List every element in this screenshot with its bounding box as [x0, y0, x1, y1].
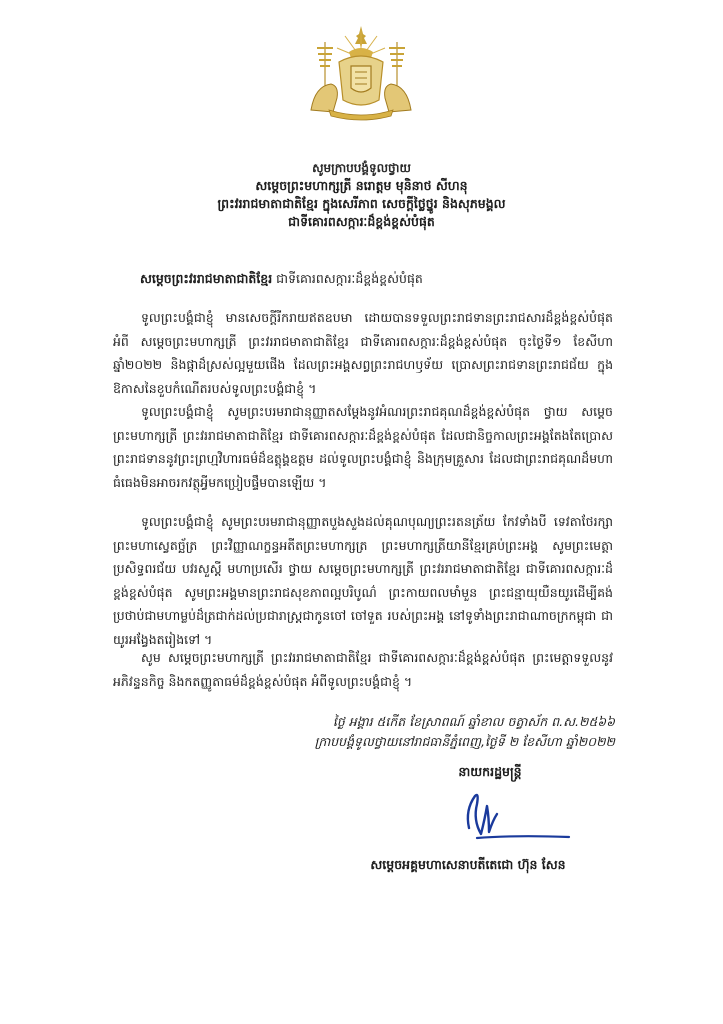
- salutation-honorific: ជាទីគោរពសក្ការៈដ៏ខ្ពង់ខ្ពស់បំផុត: [272, 271, 423, 286]
- paragraph-4: សូម សម្តេចព្រះមហាក្សត្រី ព្រះវររាជមាតាជាតិខ្មែរ ជាទីគោរពសក្ការៈដ៏ខ្ពង់ខ្ពស់បំផុត ព្រះមេត្តាទទួលនូវអភិវន្ទនកិច្ច និងកតញ្ញូតាធម៌ដ៏ខ្ពង់ខ្ពស់បំផុត អំពីទូលព្រះបង្គំជាខ្ញុំ ។: [113, 650, 613, 689]
- paragraph-1: ទូលព្រះបង្គំជាខ្ញុំ មានសេចក្តីរីករាយឥតឧបមា ដោយបានទទួលព្រះរាជទានព្រះរាជសារដ៏ខ្ពង់ខ្ពស់បំផុត អំពី សម្តេចព្រះមហាក្សត្រី ព្រះវររាជមាតាជាតិខ្មែរ ជាទីគោរពសក្ការៈដ៏ខ្ពង់ខ្ពស់បំផុត ចុះថ្ងៃទី១ ខែសីហា ឆ្នាំ២០២២ និងផ្កាដ៏ស្រស់ល្អមួយផើង ដែលព្រះអង្គសព្វព្រះរាជហឫទ័យ ប្រោសព្រះរាជទានព្រះរាជជ័យ ក្នុងឱកាសនៃខួបកំណើតរបស់ទូលព្រះបង្គំជាខ្ញុំ ។: [113, 310, 613, 396]
- sender-name: សម្តេចអគ្គមហាសេនាបតីតេជោ ហ៊ុន សែន: [370, 857, 566, 872]
- salutation: [140, 271, 620, 290]
- addressee-name: សម្តេចព្រះមហាក្សត្រី នរោត្តម មុនិនាថ សីហនុ: [255, 178, 468, 193]
- cambodia-royal-coat-of-arms-icon: [305, 22, 417, 122]
- lunar-date: ថ្ងៃ អង្គារ ៥កើត ខែស្រាពណ៍ ឆ្នាំខាល ចត្វាស័ក ព.ស.២៥៦៦: [332, 714, 615, 729]
- signature-image: [455, 788, 575, 844]
- addressee-honorific: ជាទីគោរពសក្ការៈដ៏ខ្ពង់ខ្ពស់បំផុត: [288, 214, 435, 229]
- paragraph-2: ទូលព្រះបង្គំជាខ្ញុំ សូមព្រះបរមរាជានុញ្ញាតសម្តែងនូវអំណរព្រះរាជគុណដ៏ខ្ពង់ខ្ពស់បំផុត ថ្វាយ សម្តេចព្រះមហាក្សត្រី ព្រះវររាជមាតាជាតិខ្មែរ ជាទីគោរពសក្ការៈដ៏ខ្ពង់ខ្ពស់បំផុត ដែលជានិច្ចកាលព្រះអង្គតែងតែប្រោសព្រះរាជទាននូវព្រះព្រហ្មវិហារធម៌ដ៏ឧត្តុង្គឧត្តម ដល់ទូលព្រះបង្គំជាខ្ញុំ និងក្រុមគ្រួសារ ដែលជាព្រះរាជគុណដ៏មហាធំធេងមិនអាចរកវត្ថុអ្វីមកប្រៀបផ្ទឹមបានឡើយ ។: [113, 404, 613, 490]
- place-and-date: ក្រាបបង្គំទូលថ្វាយនៅរាជធានីភ្នំពេញ,ថ្ងៃទី ២ ខែសីហា ឆ្នាំ២០២២: [314, 734, 615, 749]
- salutation-name: សម្តេចព្រះវររាជមាតាជាតិខ្មែរ: [140, 271, 273, 286]
- addressee-title: ព្រះវររាជមាតាជាតិខ្មែរ ក្នុងសេរីភាព សេចក្តីថ្លៃថ្នូរ និងសុភមង្គល: [217, 196, 506, 211]
- paragraph-3: ទូលព្រះបង្គំជាខ្ញុំ សូមព្រះបរមរាជានុញ្ញាតបួងសួងដល់គុណបុណ្យព្រះរតនត្រ័យ កែវទាំងបី ទេវតាថែរក្សាព្រះមហាស្វេតច្ឆ័ត្រ ព្រះវិញ្ញាណក្ខន្ធអតីតព្រះមហាក្សត្រ ព្រះមហាក្សត្រីយានីខ្មែរគ្រប់ព្រះអង្គ សូមព្រះមេត្តាប្រសិទ្ធពរជ័យ បវរសួស្តី មហាប្រសើរ ថ្វាយ សម្តេចព្រះមហាក្សត្រី ព្រះវររាជមាតាជាតិខ្មែរ ជាទីគោរពសក្ការៈដ៏ខ្ពង់ខ្ពស់បំផុត សូមព្រះអង្គមានព្រះរាជសុខភាពល្អបរិបូណ៌ ព្រះកាយពលមាំមួន ព្រះជន្មាយុយឺនយូរដើម្បីគង់ប្រថាប់ជាមហាម្លប់ដ៏ត្រជាក់ដល់ប្រជារាស្ត្រជាកូនចៅ ចៅទួត របស់ព្រះអង្គ នៅទូទាំងព្រះរាជាណាចក្រកម្ពុជា ជាយូរអង្វែងតរៀងទៅ ។: [113, 514, 613, 647]
- sender-title: នាយករដ្ឋមន្ត្រី: [458, 764, 522, 779]
- address-intro: សូមក្រាបបង្គំទូលថ្វាយ: [312, 161, 411, 175]
